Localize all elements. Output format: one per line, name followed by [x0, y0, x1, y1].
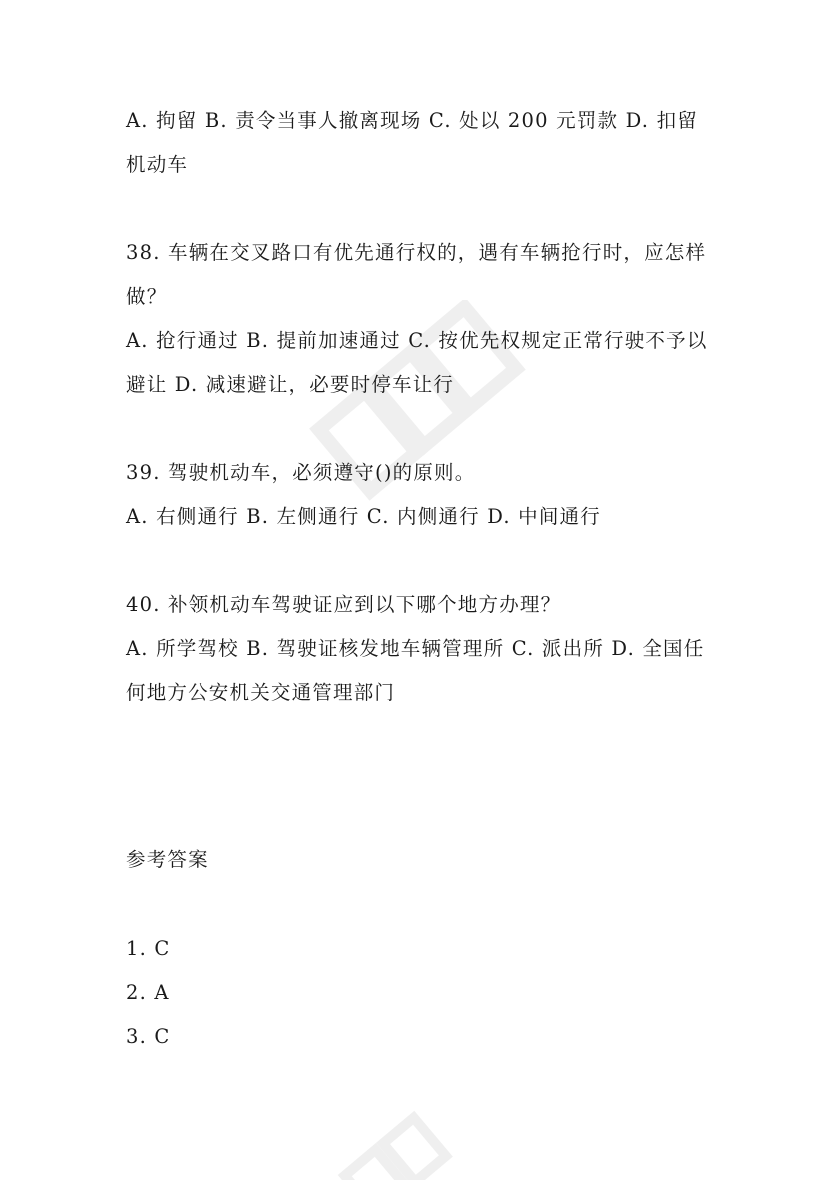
answers-heading-block	[126, 838, 716, 882]
answer-item: 1. C	[126, 937, 171, 960]
answer-item: 2. A	[126, 981, 170, 1004]
q38-question-text: 38. 车辆在交叉路口有优先通行权的，遇有车辆抢行时，应怎样做？	[126, 241, 707, 308]
answers-list	[126, 927, 716, 1059]
answers-heading: 参考答案	[126, 848, 209, 871]
q37-options-text: A. 拘留 B. 责令当事人撤离现场 C. 处以 200 元罚款 D. 扣留机动车	[126, 109, 698, 176]
q38-options-text: A. 抢行通过 B. 提前加速通过 C. 按优先权规定正常行驶不予以避让 D. 减速避让，必要时停车让行	[126, 329, 708, 396]
question-37-options	[126, 99, 716, 187]
question-39	[126, 451, 716, 539]
q40-question-text: 40. 补领机动车驾驶证应到以下哪个地方办理？	[126, 593, 562, 616]
q39-options-text: A. 右侧通行 B. 左侧通行 C. 内侧通行 D. 中间通行	[126, 505, 601, 528]
watermark-stamp-bottom-icon	[330, 1100, 490, 1180]
question-40	[126, 583, 716, 715]
question-38	[126, 231, 716, 407]
answer-item: 3. C	[126, 1025, 171, 1048]
q39-question-text: 39. 驾驶机动车，必须遵守()的原则。	[126, 461, 476, 484]
q40-options-text: A. 所学驾校 B. 驾驶证核发地车辆管理所 C. 派出所 D. 全国任何地方公安机关交通管理部门	[126, 637, 705, 704]
